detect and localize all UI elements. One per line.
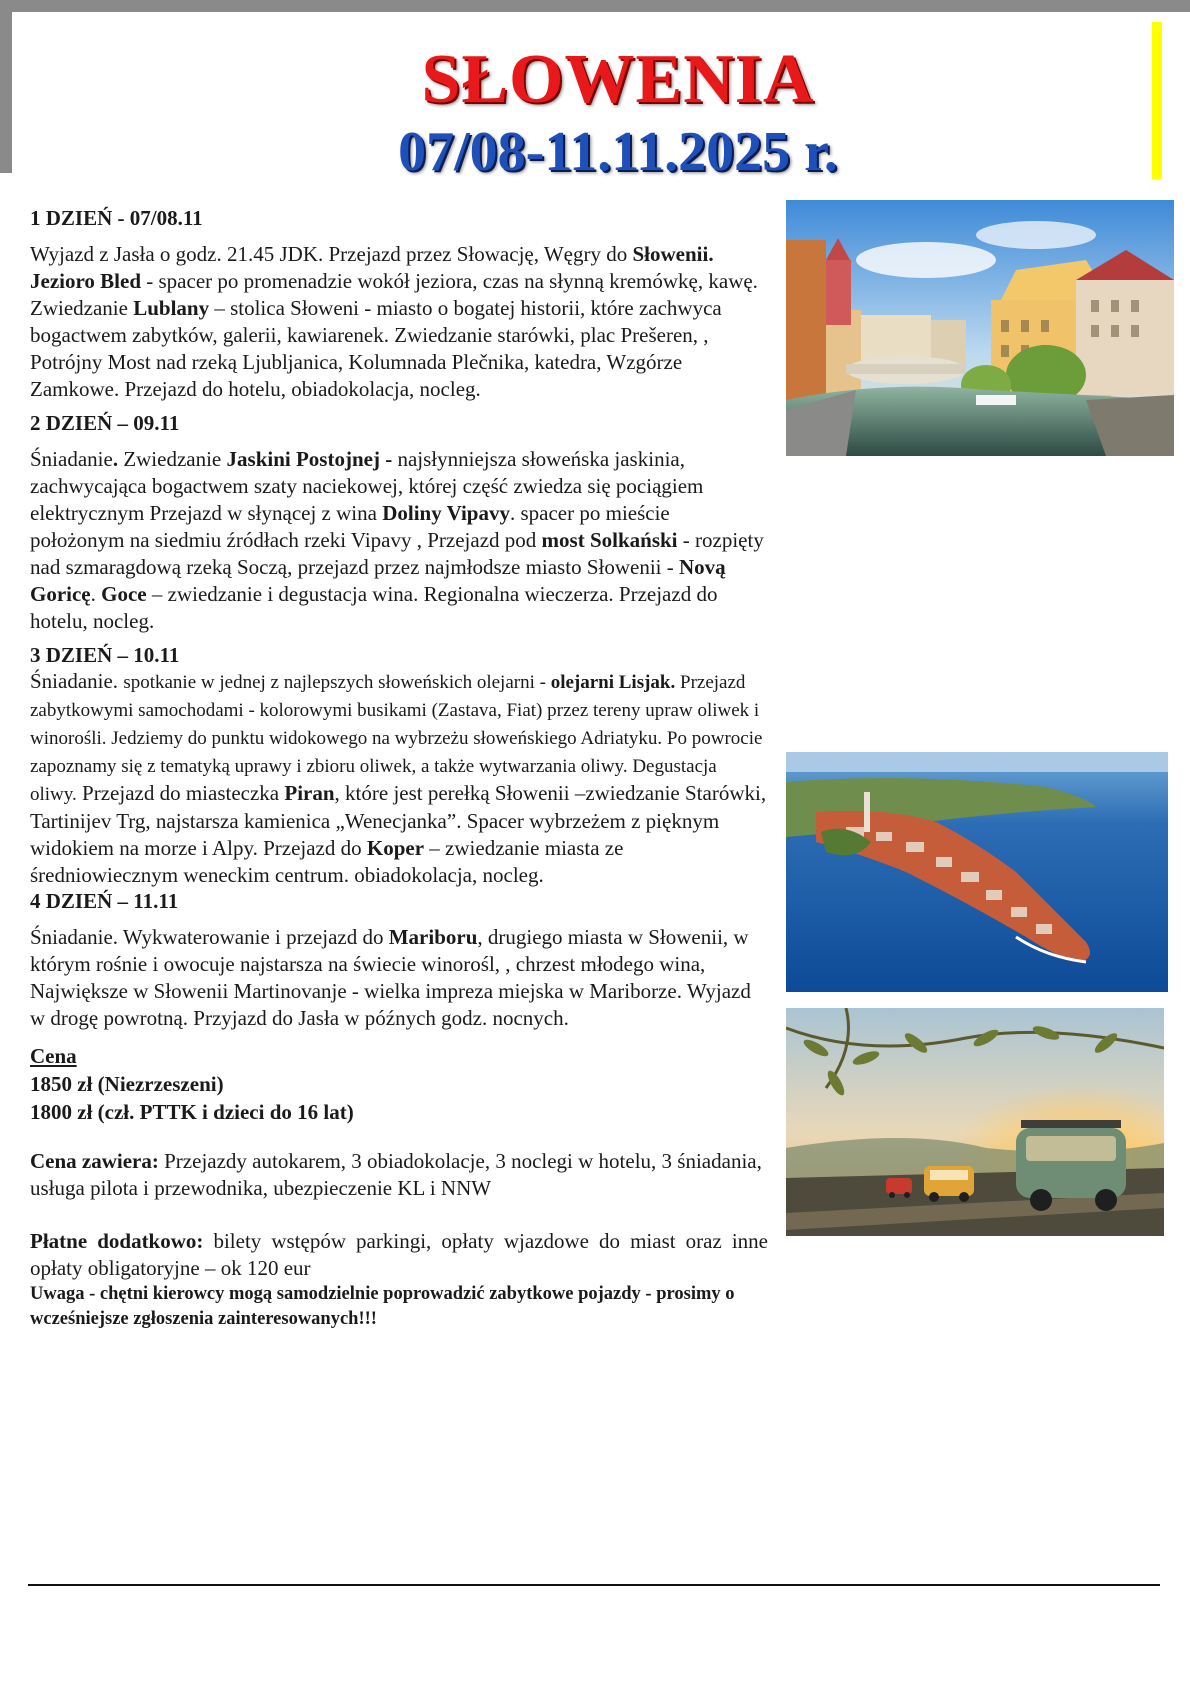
price-heading: Cena	[30, 1044, 77, 1068]
vintage-vans-photo	[786, 1008, 1164, 1236]
day1-title: 1 DZIEŃ - 07/08.11	[30, 206, 203, 230]
trip-dates: 07/08-11.11.2025 r.	[398, 121, 838, 183]
bottom-divider	[28, 1584, 1160, 1586]
price-member: 1800 zł (czł. PTTK i dzieci do 16 lat)	[30, 1100, 354, 1124]
day4-text: Śniadanie. Wykwaterowanie i przejazd do Mariboru, drugiego miasta w Słowenii, w którym rośnie i owocuje najstarsza na świecie winorośl, , chrzest młodego wina, Największe w Słowenii Martinovanje - wielka impreza miejska w Mariborze. Wyjazd w drogę powrotną. Przyjazd do Jasła w późnych godz. nocnych.	[30, 925, 751, 1030]
ljubljana-photo	[786, 200, 1174, 456]
day3-text: Śniadanie. spotkanie w jednej z najlepszych słoweńskich olejarni - olejarni Lisjak. Przejazd zabytkowymi samochodami - kolorowymi busikami (Zastava, Fiat) przez tereny upraw oliwek i winorośli. Jedziemy do punktu widokowego na wybrzeżu słoweńskiego Adriatyku. Po powrocie zapoznamy się z tematyką uprawy i zbioru oliwek, a także wytwarzania oliwy. Degustacja oliwy. Przejazd do miasteczka Piran, które jest perełką Słowenii –zwiedzanie Starówki, Tartinijev Trg, najstarsza kamienica „Wenecjanka”. Spacer wybrzeżem z pięknym widokiem na morze i Alpy. Przejazd do Koper – zwiedzanie miasta ze średniowiecznym weneckim centrum. obiadokolacja, nocleg.	[30, 669, 767, 887]
top-frame-bar	[0, 0, 1190, 12]
page-title: SŁOWENIA	[421, 41, 815, 118]
day4-title: 4 DZIEŃ – 11.11	[30, 889, 179, 913]
extra-costs: Płatne dodatkowo: bilety wstępów parkingi, opłaty wjazdowe do miast oraz inne opłaty obligatoryjne – ok 120 eur	[30, 1229, 768, 1280]
price-standard: 1850 zł (Niezrzeszeni)	[30, 1072, 224, 1096]
day2-title: 2 DZIEŃ – 09.11	[30, 411, 180, 435]
day2-text: Śniadanie. Zwiedzanie Jaskini Postojnej - najsłynniejsza słoweńska jaskinia, zachwycająca bogactwem szaty naciekowej, której część zwiedza się pociągiem elektrycznym Przejazd w słynącej z wina Doliny Vipavy. spacer po mieście położonym na siedmiu źródłach rzeki Vipavy , Przejazd pod most Solkański - rozpięty nad szmaragdową rzeką Soczą, przejazd przez najmłodsze miasto Słowenii - Novą Goricę. Goce – zwiedzanie i degustacja wina. Regionalna wieczerza. Przejazd do hotelu, nocleg.	[30, 447, 764, 633]
piran-photo	[786, 752, 1168, 992]
day3-title: 3 DZIEŃ – 10.11	[30, 643, 180, 667]
price-includes: Cena zawiera: Przejazdy autokarem, 3 obiadokolacje, 3 noclegi w hotelu, 3 śniadania, usługa pilota i przewodnika, ubezpieczenie KL i NNW	[30, 1149, 762, 1200]
day1-text: Wyjazd z Jasła o godz. 21.45 JDK. Przejazd przez Słowację, Węgry do Słowenii. Jezioro Bled - spacer po promenadzie wokół jeziora, czas na słynną kremówkę, kawę. Zwiedzanie Lublany – stolica Słoweni - miasto o bogatej historii, które zachwyca bogactwem zabytków, galerii, kawiarenek. Zwiedzanie starówki, plac Prešeren, , Potrójny Most nad rzeką Ljubljanica, Kolumnada Plečnika, katedra, Wzgórze Zamkowe. Przejazd do hotelu, obiadokolacja, nocleg.	[30, 242, 758, 401]
itinerary	[30, 206, 768, 1332]
note: Uwaga - chętni kierowcy mogą samodzielnie poprowadzić zabytkowe pojazdy - prosimy o wcześniejsze zgłoszenia zainteresowanych!!!	[30, 1284, 735, 1329]
